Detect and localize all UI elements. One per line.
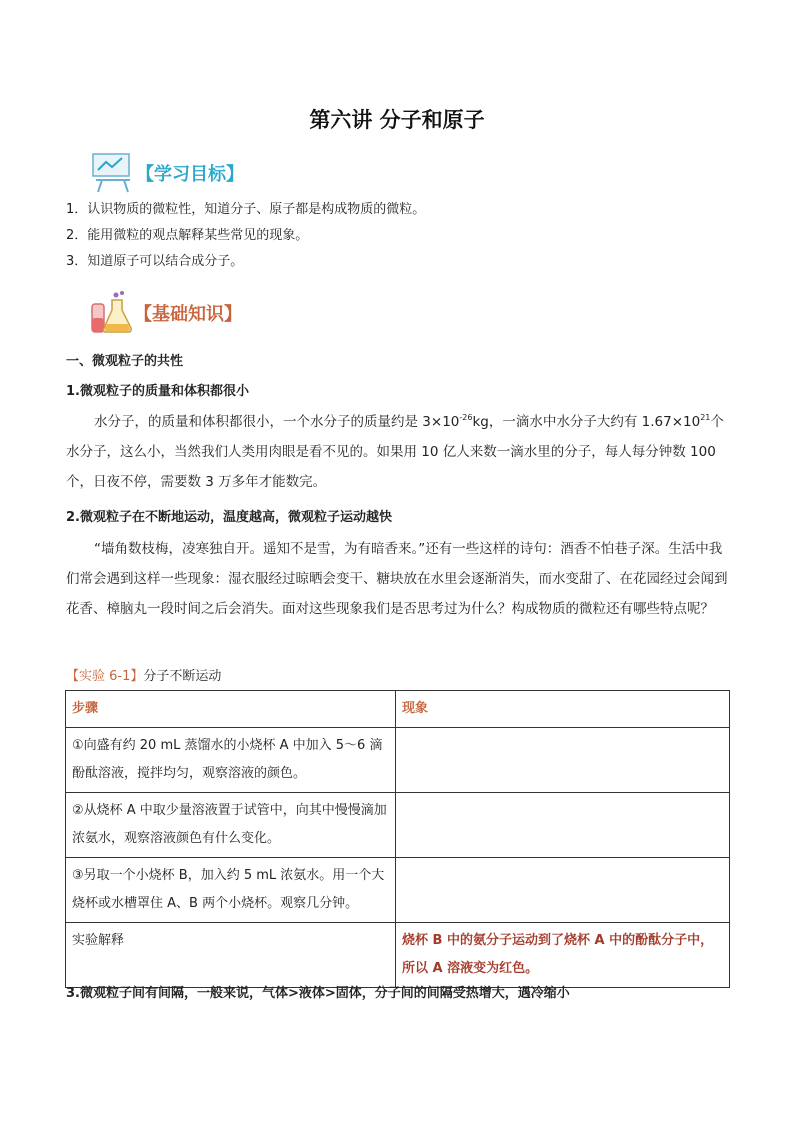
page-title: 第六讲 分子和原子 <box>309 108 485 132</box>
point-heading: 3.微观粒子间有间隔，一般来说，气体>液体>固体，分子间的间隔受热增大，遇冷缩小 <box>66 986 570 1001</box>
step-cell: ②从烧杯 A 中取少量溶液置于试管中，向其中慢慢滴加浓氨水，观察溶液颜色有什么变化。 <box>66 793 396 858</box>
experiment-table <box>65 690 730 988</box>
column-header-phenomenon: 现象 <box>396 691 730 728</box>
step-cell: ①向盛有约 20 mL 蒸馏水的小烧杯 A 中加入 5～6 滴酚酞溶液，搅拌均匀，观察溶液的颜色。 <box>66 728 396 793</box>
table-row <box>66 858 730 923</box>
phenomenon-cell <box>396 728 730 793</box>
experiment-name: 分子不断运动 <box>143 669 222 684</box>
point-heading: 2.微观粒子在不断地运动，温度越高，微观粒子运动越快 <box>66 510 392 525</box>
learning-goals-header <box>90 150 244 196</box>
learning-goals-label: 【学习目标】 <box>136 164 244 185</box>
goal-item: 2．能用微粒的观点解释某些常见的现象。 <box>66 228 309 243</box>
basic-knowledge-label: 【基础知识】 <box>134 304 242 325</box>
table-row <box>66 728 730 793</box>
experiment-title <box>66 665 221 684</box>
point-heading: 1.微观粒子的质量和体积都很小 <box>66 384 249 399</box>
point1-paragraph: 水分子，的质量和体积都很小，一个水分子的质量约是 $3\times 10^{-26}kg$，一滴水中水分子大约有 $1.67\times 10^{21}$个水分子，这么小，当然我们人类用肉眼是看不见的。如果用 10 亿人来数一滴水里的分子，每人每分钟数 100 个，日夜不停，需要数 3 万多年才能数完。 <box>66 413 724 490</box>
phenomenon-cell <box>396 793 730 858</box>
explain-answer-cell: 烧杯 B 中的氨分子运动到了烧杯 A 中的酚酞分子中，所以 A 溶液变为红色。 <box>396 923 730 988</box>
explain-label-cell: 实验解释 <box>66 923 396 988</box>
table-header-row <box>66 691 730 728</box>
table-row <box>66 793 730 858</box>
section-heading: 一、微观粒子的共性 <box>66 354 184 369</box>
goal-item: 3．知道原子可以结合成分子。 <box>66 254 244 269</box>
point2-paragraph: “墙角数枝梅，凌寒独自开。遥知不是雪，为有暗香来。”还有一些这样的诗句：酒香不怕巷子深。生活中我们常会遇到这样一些现象：湿衣服经过晾晒会变干、糖块放在水里会逐渐消失，而水变甜了、在花园经过会闻到花香、樟脑丸一段时间之后会消失。面对这些现象我们是否思考过为什么？构成物质的微粒还有哪些特点呢？ <box>66 541 728 617</box>
column-header-step: 步骤 <box>66 691 396 728</box>
experiment-tag: 【实验 6-1】 <box>66 669 144 684</box>
presentation-board-icon <box>90 150 136 196</box>
phenomenon-cell <box>396 858 730 923</box>
goal-item: 1．认识物质的微粒性，知道分子、原子都是构成物质的微粒。 <box>66 202 426 217</box>
table-row <box>66 923 730 988</box>
chemistry-flask-icon <box>88 290 134 336</box>
step-cell: ③另取一个小烧杯 B，加入约 5 mL 浓氨水。用一个大烧杯或水槽罩住 A、B 两个小烧杯。观察几分钟。 <box>66 858 396 923</box>
basic-knowledge-header <box>88 290 242 336</box>
